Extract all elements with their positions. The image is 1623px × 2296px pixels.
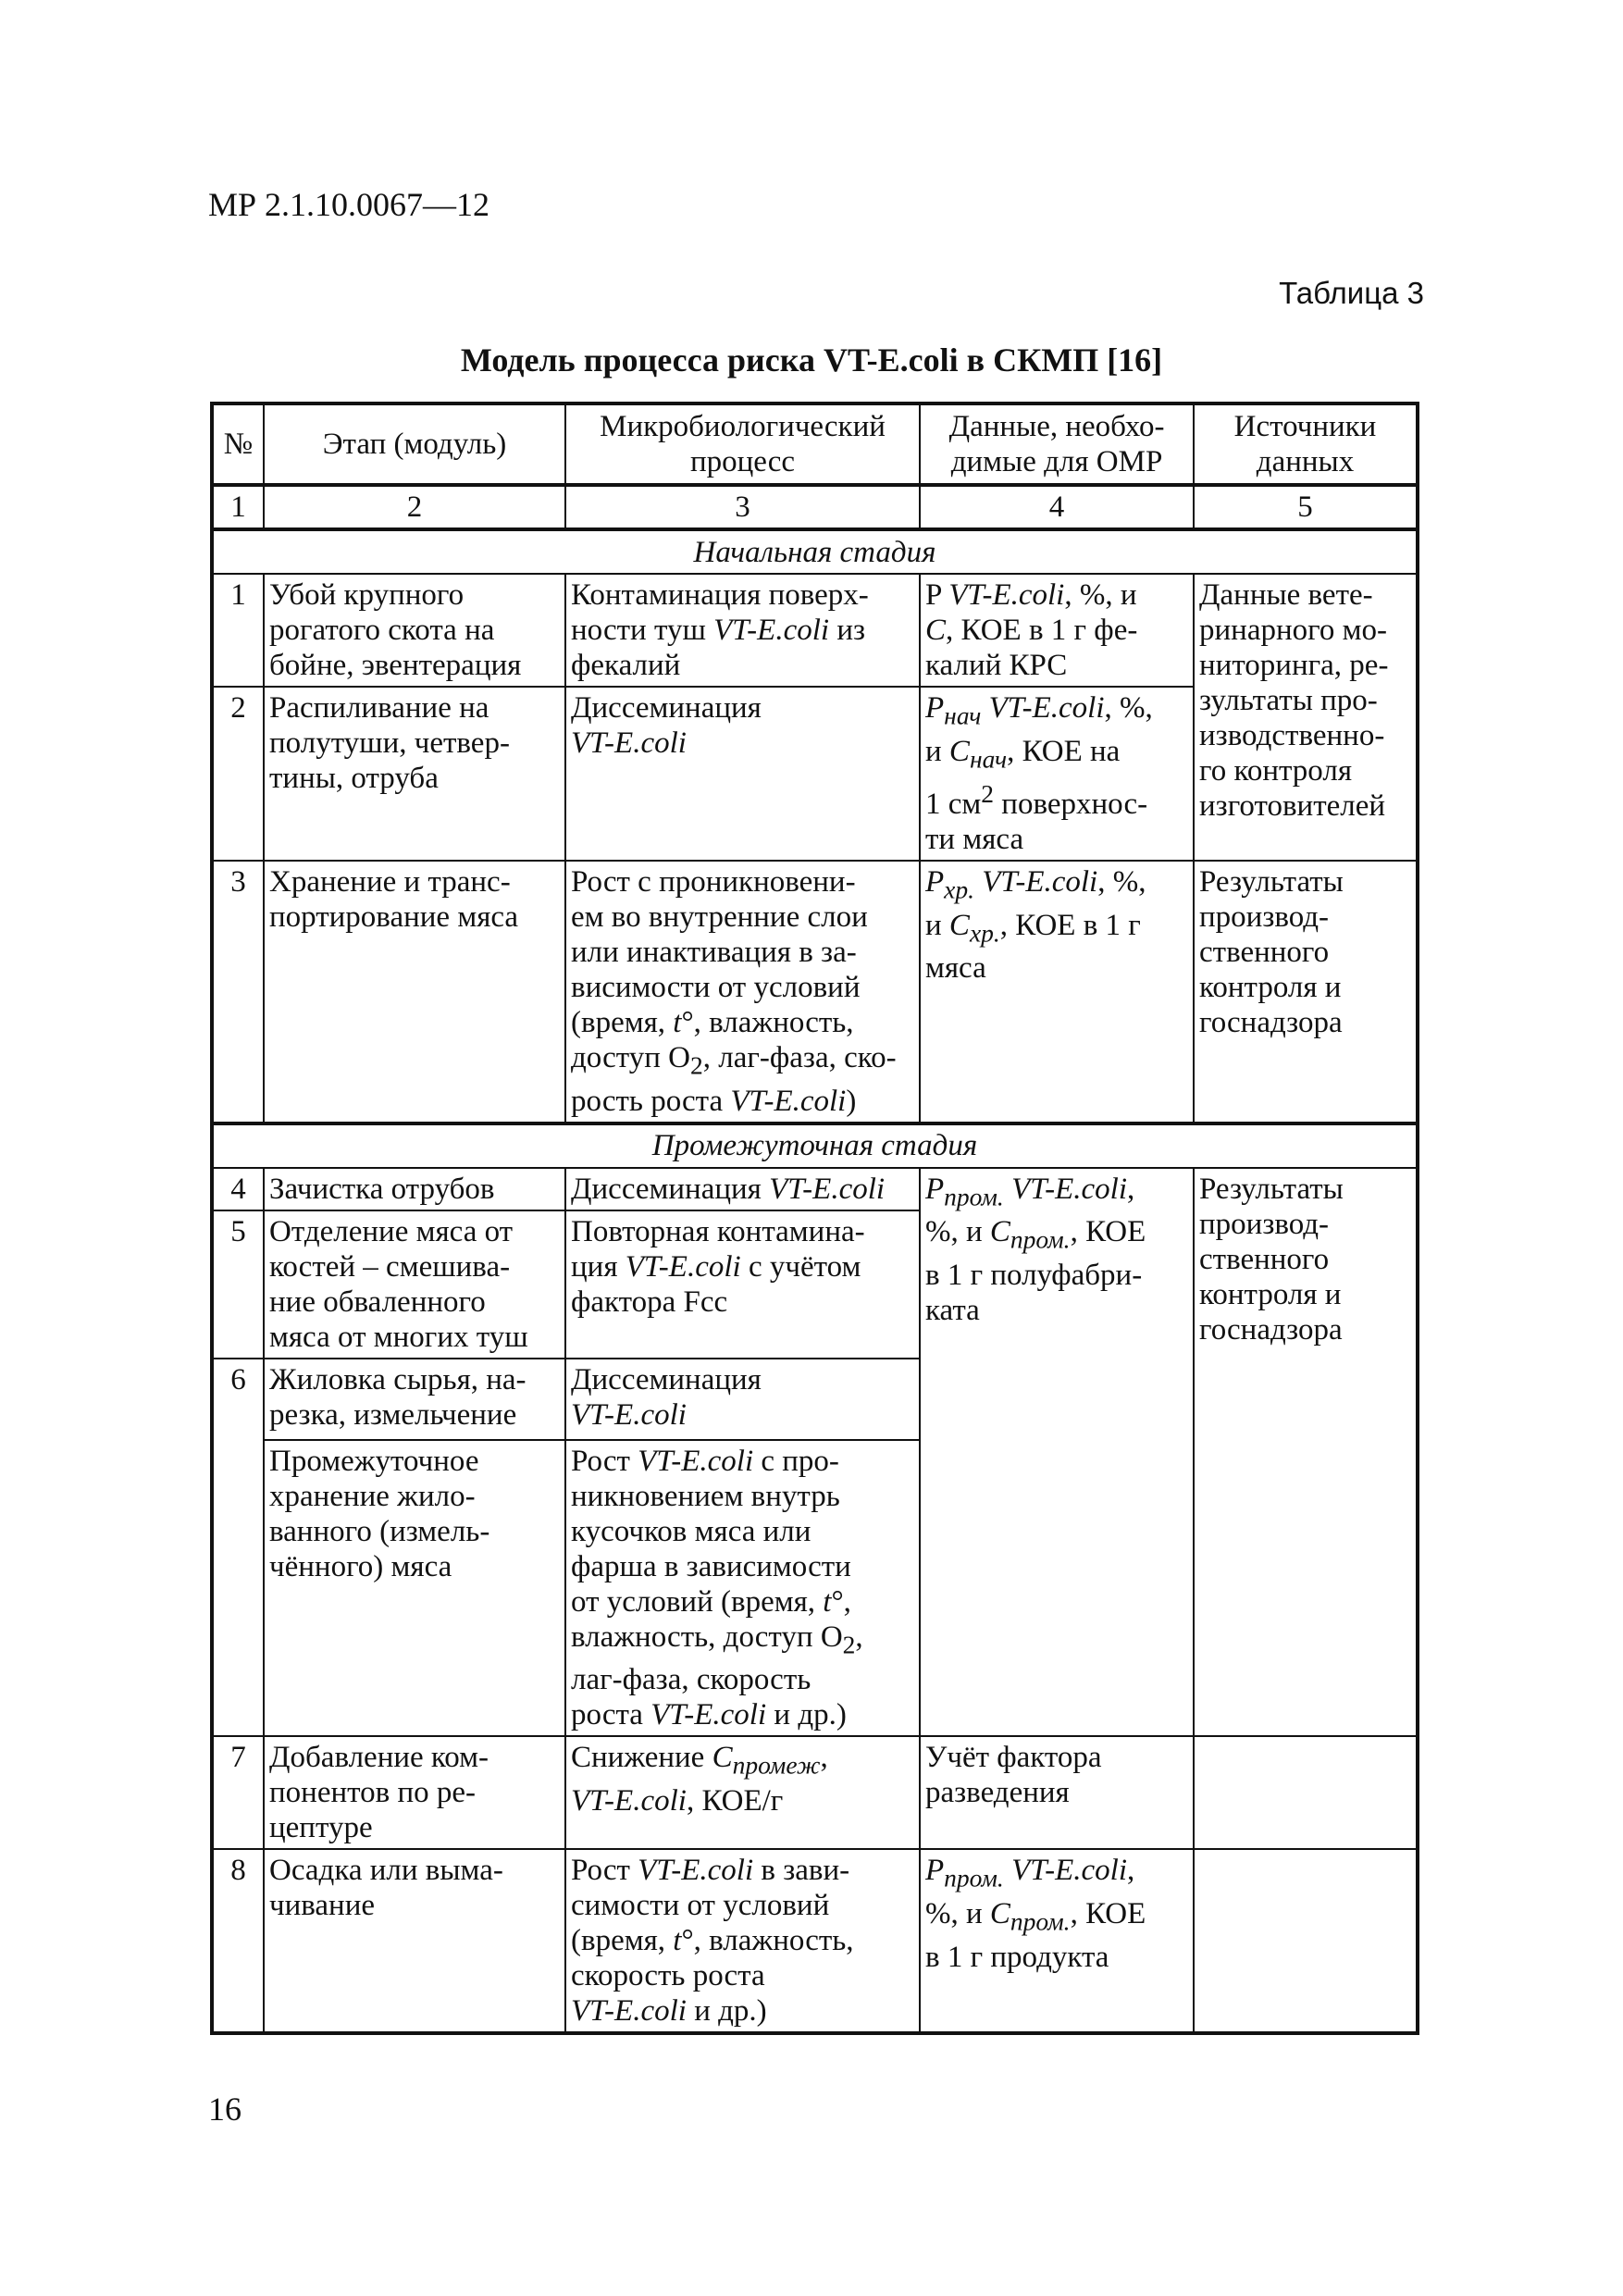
stage-heading: Начальная стадия bbox=[212, 529, 1418, 574]
process-cell: Диссеминация VT-E.coli bbox=[565, 687, 920, 861]
column-number: 2 bbox=[264, 485, 565, 529]
stage-heading: Промежуточная стадия bbox=[212, 1123, 1418, 1168]
process-cell: Снижение $C_{промеж}$, VT-E.coli, КОЕ/г bbox=[565, 1736, 920, 1849]
column-header-data: Данные, необхо- димые для ОМР bbox=[920, 403, 1194, 485]
stage-row-initial bbox=[212, 529, 1418, 574]
document-code: МР 2.1.10.0067—12 bbox=[208, 186, 490, 223]
stage-cell: Отделение мяса от костей – смешива- ние обваленного мяса от многих туш bbox=[264, 1210, 565, 1359]
page-number: 16 bbox=[208, 2091, 242, 2128]
row-number: 1 bbox=[212, 574, 264, 687]
column-header-process: Микробиологический процесс bbox=[565, 403, 920, 485]
sources-cell: Результаты производ- ственного контроля и госнадзора bbox=[1194, 1168, 1418, 1737]
data-cell: P VT-E.coli, %, и C, КОЕ в 1 г фе- калий КРС bbox=[920, 574, 1194, 687]
column-header-stage: Этап (модуль) bbox=[264, 403, 565, 485]
row-number: 4 bbox=[212, 1168, 264, 1210]
column-header-number: № bbox=[212, 403, 264, 485]
stage-cell: Жиловка сырья, на- резка, измельчение bbox=[264, 1359, 565, 1440]
stage-cell: Зачистка отрубов bbox=[264, 1168, 565, 1210]
table-row bbox=[212, 1849, 1418, 2033]
risk-model-table bbox=[210, 402, 1419, 2035]
data-cell: $P_{нач}$ VT-E.coli, %, и $C_{нач}$, КОЕ на 1 $см^2$ поверхнос- ти мяса bbox=[920, 687, 1194, 861]
process-cell: Диссеминация VT-E.coli bbox=[565, 1168, 920, 1210]
stage-cell: Добавление ком- понентов по ре- цептуре bbox=[264, 1736, 565, 1849]
process-cell: Рост VT-E.coli с про- никновением внутрь кусочков мяса или фарша в зависимости от условий (время, t°, влажность, доступ $O_2$, лаг-фаза, скорость роста VT-E.coli и др.) bbox=[565, 1440, 920, 1737]
column-number: 4 bbox=[920, 485, 1194, 529]
process-cell: Повторная контамина- ция VT-E.coli с учётом фактора Fcc bbox=[565, 1210, 920, 1359]
stage-cell: Хранение и транс- портирование мяса bbox=[264, 861, 565, 1123]
table-row bbox=[212, 861, 1418, 1123]
data-cell: $P_{пром.}$ VT-E.coli, %, и $C_{пром.}$, КОЕ в 1 г продукта bbox=[920, 1849, 1194, 2033]
stage-cell: Распиливание на полутуши, четвер- тины, отруба bbox=[264, 687, 565, 861]
column-number-row bbox=[212, 485, 1418, 529]
data-cell: $P_{пром.}$ VT-E.coli, %, и $C_{пром.}$, КОЕ в 1 г полуфабри- ката bbox=[920, 1168, 1194, 1737]
sources-cell bbox=[1194, 1849, 1418, 2033]
row-number: 7 bbox=[212, 1736, 264, 1849]
table-title: Модель процесса риска VT-E.coli в СКМП [16] bbox=[460, 341, 1163, 379]
stage-cell: Убой крупного рогатого скота на бойне, эвентерация bbox=[264, 574, 565, 687]
column-number: 1 bbox=[212, 485, 264, 529]
table-header-row bbox=[212, 403, 1418, 485]
table-row bbox=[212, 1168, 1418, 1210]
process-cell: Рост VT-E.coli в зави- симости от условий (время, t°, влажность, скорость роста VT-E.coli и др.) bbox=[565, 1849, 920, 2033]
data-cell: Учёт фактора разведения bbox=[920, 1736, 1194, 1849]
column-number: 3 bbox=[565, 485, 920, 529]
column-header-sources: Источники данных bbox=[1194, 403, 1418, 485]
sources-cell: Результаты производ- ственного контроля и госнадзора bbox=[1194, 861, 1418, 1123]
table-row bbox=[212, 1736, 1418, 1849]
process-cell: Рост с проникновени- ем во внутренние слои или инактивация в за- висимости от условий (время, t°, влажность, доступ $O_2$, лаг-фаза, ско- рость роста VT-E.coli) bbox=[565, 861, 920, 1123]
table-row bbox=[212, 574, 1418, 687]
row-number: 6 bbox=[212, 1359, 264, 1737]
sources-cell: Данные вете- ринарного мо- ниторинга, ре- зультаты про- изводственно- го контроля изготовителей bbox=[1194, 574, 1418, 861]
row-number: 2 bbox=[212, 687, 264, 861]
data-cell: $P_{хр.}$ VT-E.coli, %, и $C_{хр.}$, КОЕ в 1 г мяса bbox=[920, 861, 1194, 1123]
column-number: 5 bbox=[1194, 485, 1418, 529]
process-cell: Диссеминация VT-E.coli bbox=[565, 1359, 920, 1440]
stage-row-intermediate bbox=[212, 1123, 1418, 1168]
row-number: 8 bbox=[212, 1849, 264, 2033]
row-number: 3 bbox=[212, 861, 264, 1123]
table-label: Таблица 3 bbox=[1279, 276, 1424, 310]
stage-cell: Осадка или выма- чивание bbox=[264, 1849, 565, 2033]
process-cell: Контаминация поверх- ности туш VT-E.coli из фекалий bbox=[565, 574, 920, 687]
stage-cell: Промежуточное хранение жило- ванного (измель- чённого) мяса bbox=[264, 1440, 565, 1737]
row-number: 5 bbox=[212, 1210, 264, 1359]
sources-cell bbox=[1194, 1736, 1418, 1849]
